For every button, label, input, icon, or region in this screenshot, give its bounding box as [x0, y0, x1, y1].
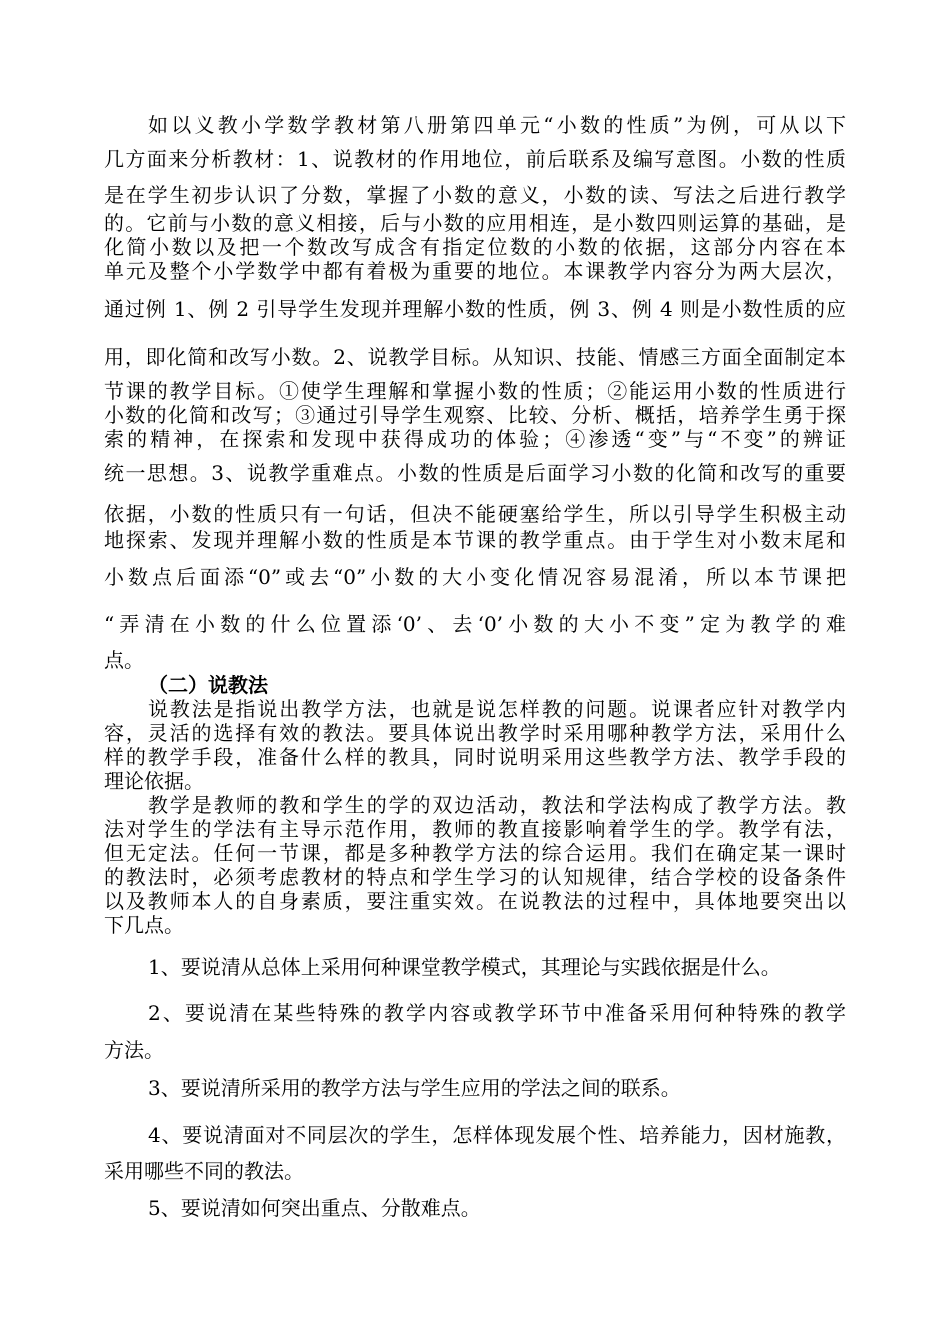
text-line: 但无定法。任何一节课，都是多种教学方法的综合运用。我们在确定某一课时 [104, 841, 846, 865]
text-line: 法对学生的学法有主导示范作用，教师的教直接影响着学生的学。教学有法， [104, 817, 846, 841]
text-line: 节课的教学目标。①使学生理解和掌握小数的性质；②能运用小数的性质进行 [104, 379, 846, 403]
text-line: 地探索、发现并理解小数的性质是本节课的教学重点。由于学生对小数末尾和 [104, 528, 846, 552]
text-line: 1、要说清从总体上采用何种课堂教学模式，其理论与实践依据是什么。 [148, 955, 781, 979]
text-line: 通过例 1、例 2 引导学生发现并理解小数的性质，例 3、例 4 则是小数性质的应 [104, 297, 846, 321]
text-line: 几方面来分析教材：1、说教材的作用地位，前后联系及编写意图。小数的性质 [104, 147, 846, 171]
text-line: 5、要说清如何突出重点、分散难点。 [148, 1196, 481, 1220]
text-line: 小数的化简和改写；③通过引导学生观察、比较、分析、概括，培养学生勇于探 [104, 403, 846, 427]
text-line: 用，即化简和改写小数。2、说教学目标。从知识、技能、情感三方面全面制定本 [104, 345, 846, 369]
text-line: 容，灵活的选择有效的教法。要具体说出教学时采用哪种教学方法，采用什么 [104, 721, 846, 745]
section-heading: （二）说教法 [148, 673, 268, 697]
text-line: 下几点。 [104, 913, 184, 937]
text-line: 索的精神，在探索和发现中获得成功的体验；④渗透“变”与“不变”的辨证 [104, 427, 846, 451]
text-line: “弄清在小数的什么位置添‘0’、去‘0’小数的大小不变”定为教学的难 [104, 612, 846, 636]
text-line: 4、要说清面对不同层次的学生，怎样体现发展个性、培养能力，因材施教， [148, 1123, 846, 1147]
text-line: 化简小数以及把一个数改写成含有指定位数的小数的依据，这部分内容在本 [104, 235, 846, 259]
text-line: 小数点后面添“0”或去“0”小数的大小变化情况容易混淆，所以本节课把 [104, 565, 846, 589]
text-line: 统一思想。3、说教学重难点。小数的性质是后面学习小数的化简和改写的重要 [104, 461, 846, 485]
text-line: 是在学生初步认识了分数，掌握了小数的意义，小数的读、写法之后进行教学 [104, 183, 846, 207]
text-line: 理论依据。 [104, 769, 204, 793]
text-line: 说教法是指说出教学方法，也就是说怎样教的问题。说课者应针对教学内 [148, 697, 846, 721]
text-line: 依据，小数的性质只有一句话，但决不能硬塞给学生，所以引导学生积极主动 [104, 502, 846, 526]
text-line: 点。 [104, 648, 144, 672]
text-line: 的。它前与小数的意义相接，后与小数的应用相连，是小数四则运算的基础，是 [104, 211, 846, 235]
text-line: 如以义教小学数学教材第八册第四单元“小数的性质”为例，可从以下 [148, 113, 846, 137]
text-line: 2、要说清在某些特殊的教学内容或教学环节中准备采用何种特殊的教学 [148, 1001, 846, 1025]
text-line: 方法。 [104, 1038, 164, 1062]
text-line: 以及教师本人的自身素质，要注重实效。在说教法的过程中，具体地要突出以 [104, 889, 846, 913]
text-line: 采用哪些不同的教法。 [104, 1159, 304, 1183]
text-line: 单元及整个小学数学中都有着极为重要的地位。本课教学内容分为两大层次， [104, 259, 846, 283]
text-line: 的教法时，必须考虑教材的特点和学生学习的认知规律，结合学校的设备条件 [104, 865, 846, 889]
text-line: 样的教学手段，准备什么样的教具，同时说明采用这些教学方法、教学手段的 [104, 745, 846, 769]
text-line: 教学是教师的教和学生的学的双边活动，教法和学法构成了教学方法。教 [148, 793, 846, 817]
text-line: 3、要说清所采用的教学方法与学生应用的学法之间的联系。 [148, 1076, 681, 1100]
